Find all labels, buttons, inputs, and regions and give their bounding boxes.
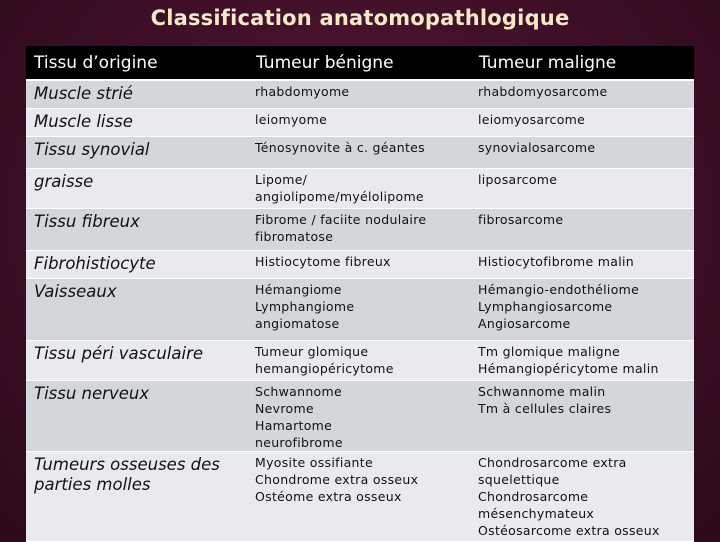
table-row: [26, 208, 694, 250]
classification-table: [26, 46, 694, 542]
cell-tissue-origin: Vaisseaux: [26, 278, 248, 340]
cell-malignant-tumor: [471, 108, 694, 136]
table-row: [26, 340, 694, 380]
benign-tumor-line: angiomatose: [255, 315, 340, 331]
malignant-tumor-line: Schwannome malin: [478, 383, 606, 399]
malignant-tumor-line: Chondrosarcome: [478, 488, 589, 504]
header-tissu-origine: Tissu d’origine: [26, 46, 248, 80]
benign-tumor-line: Tumeur glomique: [255, 343, 369, 359]
benign-tumor-line: fibromatose: [255, 228, 334, 244]
cell-tissue-origin: Tissu nerveux: [26, 380, 248, 451]
malignant-tumor-line: liposarcome: [478, 171, 558, 187]
malignant-tumor-line: Hémangio-endothéliome: [478, 281, 640, 297]
cell-benign-tumor: [248, 340, 471, 380]
cell-tissue-origin: Tissu péri vasculaire: [26, 340, 248, 380]
cell-benign-tumor: [248, 108, 471, 136]
cell-benign-tumor: [248, 136, 471, 168]
table-row: [26, 278, 694, 340]
cell-benign-tumor: [248, 451, 471, 541]
benign-tumor-line: angiolipome/myélolipome: [255, 188, 424, 204]
benign-tumor-line: Chondrome extra osseux: [255, 471, 419, 487]
table-row: [26, 136, 694, 168]
cell-benign-tumor: [248, 208, 471, 250]
benign-tumor-line: Fibrome / faciite nodulaire: [255, 211, 427, 227]
malignant-tumor-line: Chondrosarcome extra: [478, 454, 627, 470]
header-tumeur-maligne: Tumeur maligne: [471, 46, 694, 80]
cell-benign-tumor: [248, 250, 471, 278]
malignant-tumor-line: mésenchymateux: [478, 505, 595, 521]
table-row: [26, 380, 694, 451]
cell-tissue-origin: Muscle lisse: [26, 108, 248, 136]
benign-tumor-line: Histiocytome fibreux: [255, 253, 391, 269]
cell-benign-tumor: [248, 380, 471, 451]
cell-tissue-origin: Fibrohistiocyte: [26, 250, 248, 278]
table-row: [26, 108, 694, 136]
cell-malignant-tumor: [471, 250, 694, 278]
cell-malignant-tumor: [471, 208, 694, 250]
cell-tissue-origin: graisse: [26, 168, 248, 208]
malignant-tumor-line: fibrosarcome: [478, 211, 564, 227]
malignant-tumor-line: rhabdomyosarcome: [478, 84, 608, 99]
malignant-tumor-line: synovialosarcome: [478, 139, 596, 155]
cell-benign-tumor: [248, 278, 471, 340]
benign-tumor-line: Ténosynovite à c. géantes: [255, 139, 425, 155]
cell-tissue-origin: Tumeurs osseuses des parties molles: [26, 451, 248, 541]
malignant-tumor-line: Tm à cellules claires: [478, 400, 612, 416]
table-row: [26, 80, 694, 108]
benign-tumor-line: Hémangiome: [255, 281, 342, 297]
benign-tumor-line: Lipome/: [255, 171, 308, 187]
malignant-tumor-line: squelettique: [478, 471, 560, 487]
malignant-tumor-line: Lymphangiosarcome: [478, 298, 613, 314]
page-title: Classification anatomopathlogique: [150, 6, 570, 30]
malignant-tumor-line: Tm glomique maligne: [478, 343, 621, 359]
cell-malignant-tumor: [471, 340, 694, 380]
benign-tumor-line: Hamartome: [255, 417, 333, 433]
benign-tumor-line: Ostéome extra osseux: [255, 488, 402, 504]
table-header-row: [26, 46, 694, 80]
cell-benign-tumor: [248, 80, 471, 108]
cell-malignant-tumor: [471, 80, 694, 108]
benign-tumor-line: Schwannome: [255, 383, 342, 399]
benign-tumor-line: Nevrome: [255, 400, 314, 416]
cell-tissue-origin: Tissu fibreux: [26, 208, 248, 250]
cell-malignant-tumor: [471, 380, 694, 451]
benign-tumor-line: leiomyome: [255, 111, 328, 127]
benign-tumor-line: Lymphangiome: [255, 298, 355, 314]
benign-tumor-line: hemangiopéricytome: [255, 360, 394, 376]
cell-tissue-origin: Tissu synovial: [26, 136, 248, 168]
cell-malignant-tumor: [471, 136, 694, 168]
malignant-tumor-line: Hémangiopéricytome malin: [478, 360, 659, 376]
benign-tumor-line: rhabdomyome: [255, 84, 350, 99]
malignant-tumor-line: Ostéosarcome extra osseux: [478, 522, 660, 538]
table-row: [26, 168, 694, 208]
malignant-tumor-line: Histiocytofibrome malin: [478, 253, 634, 269]
header-tumeur-benigne: Tumeur bénigne: [248, 46, 471, 80]
malignant-tumor-line: leiomyosarcome: [478, 111, 586, 127]
benign-tumor-line: neurofibrome: [255, 434, 343, 450]
table-row: [26, 451, 694, 541]
table-row: [26, 250, 694, 278]
cell-benign-tumor: [248, 168, 471, 208]
cell-malignant-tumor: [471, 278, 694, 340]
benign-tumor-line: Myosite ossifiante: [255, 454, 373, 470]
malignant-tumor-line: Angiosarcome: [478, 315, 571, 331]
cell-tissue-origin: Muscle strié: [26, 80, 248, 108]
cell-malignant-tumor: [471, 451, 694, 541]
cell-malignant-tumor: [471, 168, 694, 208]
